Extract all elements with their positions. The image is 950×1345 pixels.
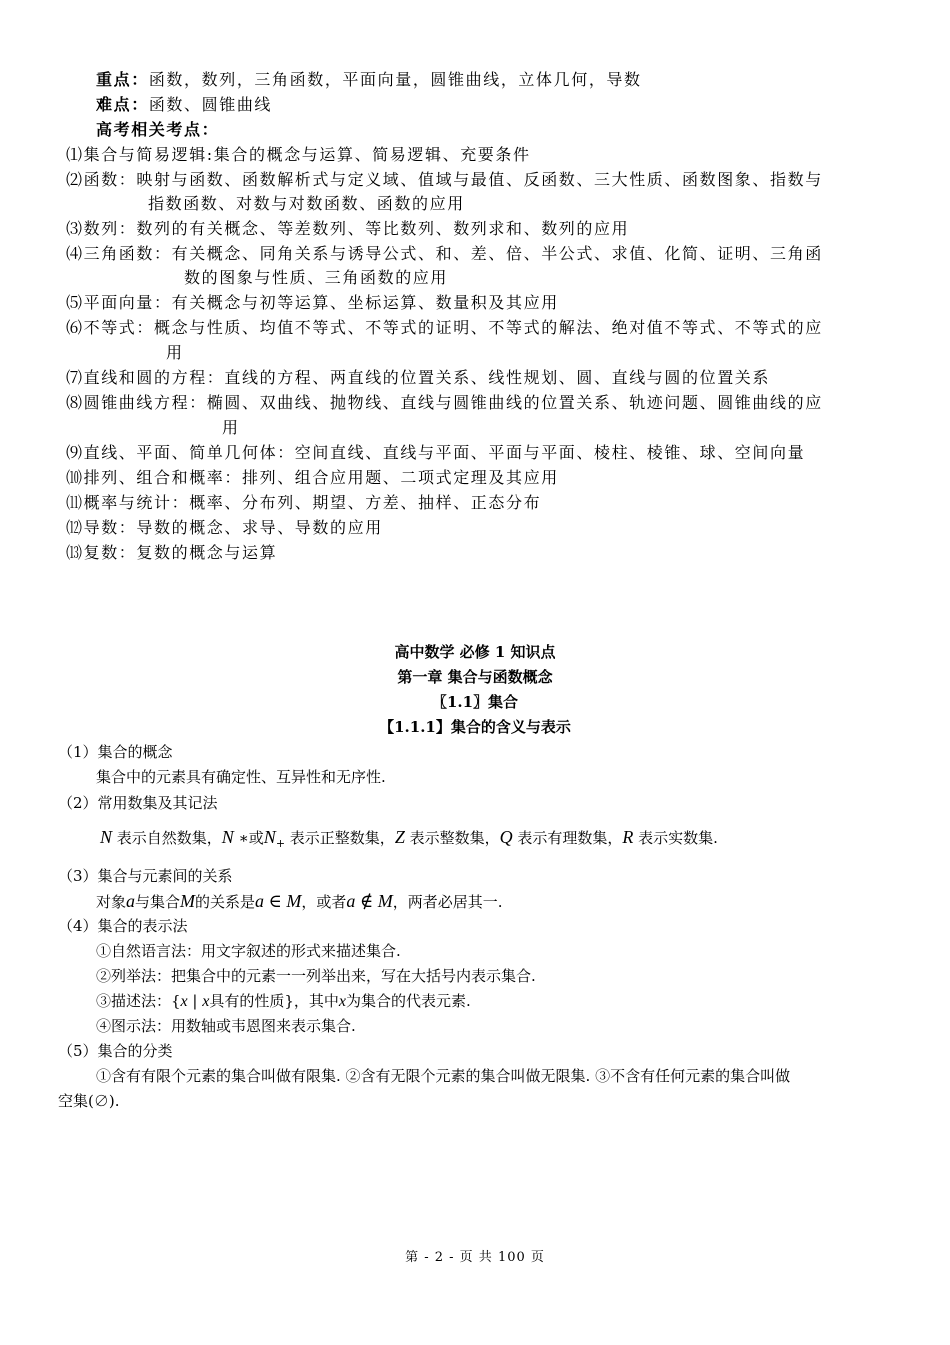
chapter-title: 第一章 集合与函数概念: [397, 668, 553, 686]
math-symbol-z: Z: [394, 827, 405, 847]
topic-item: ⑷三角函数：有关概念、同角关系与诱导公式、和、差、倍、半公式、求值、化简、证明、三角函: [66, 244, 823, 263]
difficulty-label: 难点：: [96, 95, 149, 114]
concept-heading: （1）集合的概念: [58, 743, 173, 761]
number-sets-heading: （2）常用数集及其记法: [58, 794, 218, 812]
topic-item-continued: 数的图象与性质、三角函数的应用: [184, 268, 449, 287]
key-points-line: [96, 70, 642, 90]
classification-paragraph-continued: 空集(∅).: [58, 1092, 120, 1110]
difficulty-text: 函数、圆锥曲线: [148, 95, 273, 114]
number-sets-paragraph: N 表示自然数集，N ∗或$N_+$ 表示正整数集，Z 表示整数集，Q 表示有理数集，R 表示实数集.: [100, 827, 718, 850]
subsubsection-title: 【1.1.1】集合的含义与表示: [379, 718, 571, 736]
math-symbol-n-star: N: [221, 827, 234, 847]
method-natural-language: ①自然语言法：用文字叙述的形式来描述集合.: [96, 942, 401, 960]
topic-item-continued: 指数函数、对数与对数函数、函数的应用: [148, 194, 465, 213]
classification-paragraph: ①含有有限个元素的集合叫做有限集. ②含有无限个元素的集合叫做无限集. ③不含有任何元素的集合叫做: [96, 1067, 791, 1085]
topic-item: ⑸平面向量：有关概念与初等运算、坐标运算、数量积及其应用: [66, 293, 559, 312]
key-points-label: 重点：: [96, 70, 149, 89]
topic-item: ⑿导数：导数的概念、求导、导数的应用: [66, 518, 383, 537]
topic-item: ⑽排列、组合和概率：排列、组合应用题、二项式定理及其应用: [66, 468, 559, 487]
subsection-title: 〖1.1〗集合: [431, 693, 519, 711]
topic-item: ⑹不等式：概念与性质、均值不等式、不等式的证明、不等式的解法、绝对值不等式、不等式的应: [66, 318, 823, 337]
method-diagram: ④图示法：用数轴或韦恩图来表示集合.: [96, 1017, 356, 1035]
math-symbol-q: Q: [499, 827, 513, 847]
key-points-text: 函数，数列，三角函数，平面向量，圆锥曲线，立体几何，导数: [148, 70, 642, 89]
exam-points-heading: 高考相关考点：: [96, 120, 220, 139]
topic-item-continued: 用: [166, 343, 184, 362]
topic-item: ⑺直线和圆的方程：直线的方程、两直线的位置关系、线性规划、圆、直线与圆的位置关系: [66, 368, 771, 387]
method-description: ③描述法：{x | x具有的性质}，其中x为集合的代表元素.: [96, 992, 471, 1010]
topic-item-continued: 用: [222, 418, 240, 437]
topic-item: ⒀复数：复数的概念与运算: [66, 543, 278, 562]
math-symbol-n: N: [100, 827, 113, 847]
concept-paragraph: 集合中的元素具有确定性、互异性和无序性.: [96, 768, 386, 786]
math-relation-in: a ∈ M: [255, 891, 302, 911]
topic-item: ⑴集合与简易逻辑:集合的概念与运算、简易逻辑、充要条件: [66, 145, 531, 164]
section-title: 高中数学 必修 1 知识点: [394, 643, 556, 661]
method-enumeration: ②列举法：把集合中的元素一一列举出来，写在大括号内表示集合.: [96, 967, 536, 985]
difficulty-line: [96, 95, 272, 115]
membership-heading: （3）集合与元素间的关系: [58, 867, 233, 885]
representation-heading: （4）集合的表示法: [58, 917, 188, 935]
math-symbol-n-plus: N: [263, 827, 276, 847]
topic-item: ⑵函数：映射与函数、函数解析式与定义域、值域与最值、反函数、三大性质、函数图象、指数与: [66, 170, 823, 189]
membership-paragraph: 对象a与集合M的关系是a ∈ M，或者a ∉ M，两者必居其一.: [96, 891, 503, 911]
topic-item: ⑶数列：数列的有关概念、等差数列、等比数列、数列求和、数列的应用: [66, 219, 630, 238]
topic-item: ⑾概率与统计：概率、分布列、期望、方差、抽样、正态分布: [66, 493, 542, 512]
math-symbol-r: R: [622, 827, 634, 847]
page-number-footer: 第 - 2 - 页 共 100 页: [405, 1250, 545, 1265]
topic-item: ⑼直线、平面、简单几何体：空间直线、直线与平面、平面与平面、棱柱、棱锥、球、空间向量: [66, 443, 806, 462]
topic-item: ⑻圆锥曲线方程：椭圆、双曲线、抛物线、直线与圆锥曲线的位置关系、轨迹问题、圆锥曲线的应: [66, 393, 823, 412]
math-relation-not-in: a ∉ M: [346, 891, 393, 911]
classification-heading: （5）集合的分类: [58, 1042, 173, 1060]
